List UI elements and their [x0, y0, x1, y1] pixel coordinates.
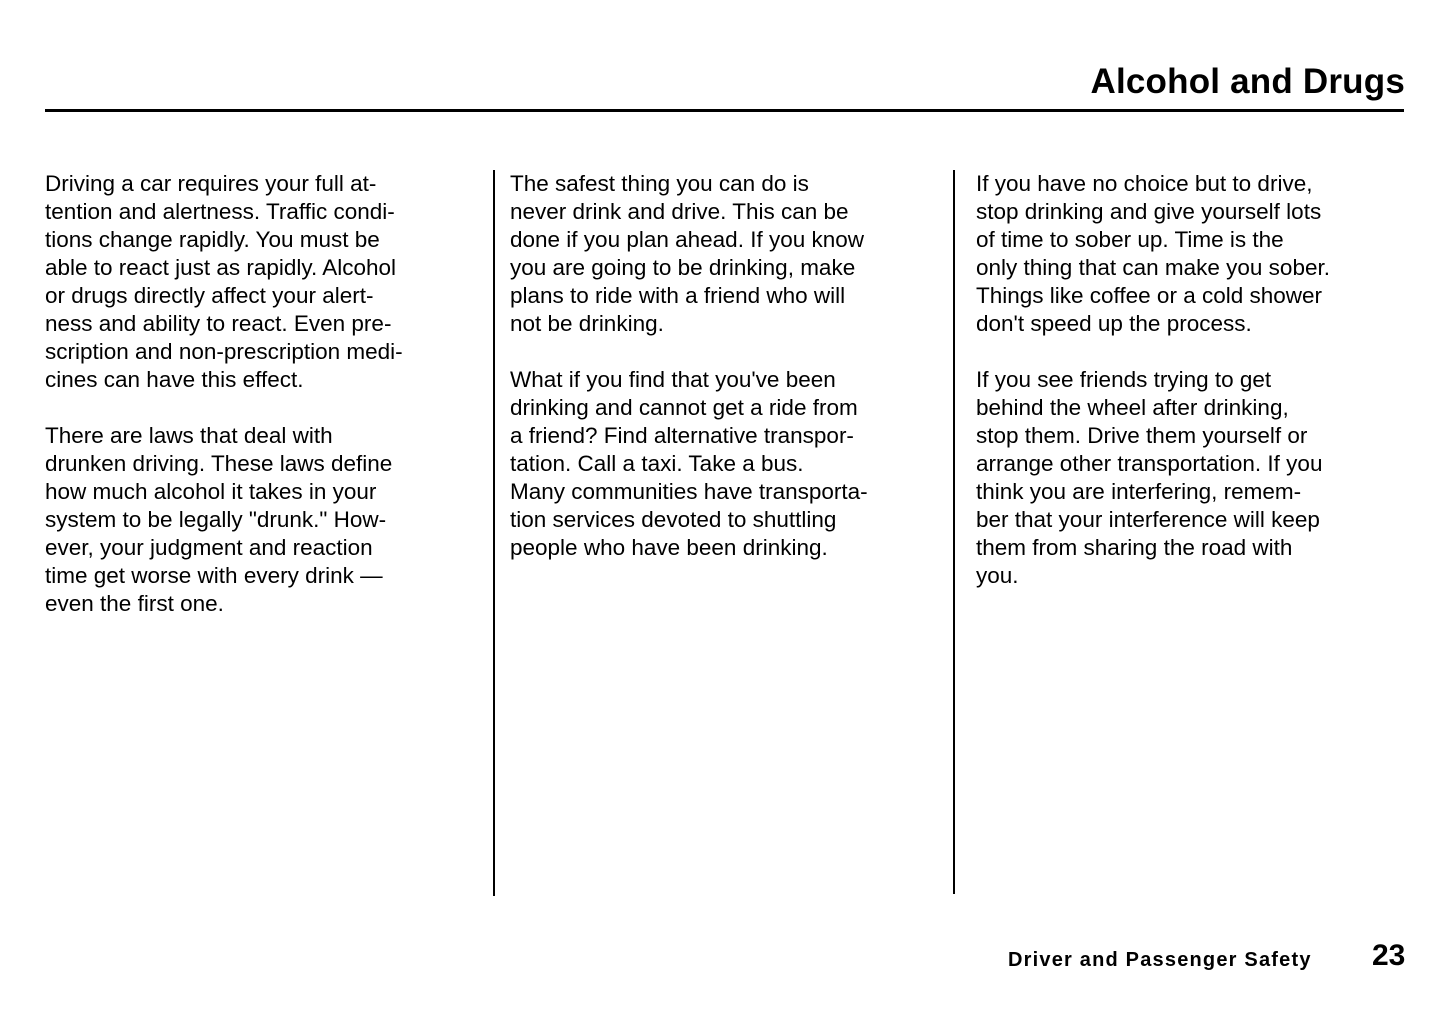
column-3	[976, 170, 1416, 618]
column-divider	[953, 170, 955, 894]
text-line: Many communities have transporta-	[510, 479, 868, 504]
text-line: system to be legally "drunk." How-	[45, 507, 387, 532]
text-line: done if you plan ahead. If you know	[510, 227, 865, 252]
text-line: If you have no choice but to drive,	[976, 171, 1313, 196]
paragraph	[976, 170, 1416, 338]
text-line: them from sharing the road with	[976, 535, 1293, 560]
text-line: scription and non-prescription medi-	[45, 339, 403, 364]
text-line: only thing that can make you sober.	[976, 255, 1330, 280]
text-line: tation. Call a taxi. Take a bus.	[510, 451, 804, 476]
footer-section-title: Driver and Passenger Safety	[1008, 949, 1312, 971]
text-line: Driving a car requires your full at-	[45, 171, 377, 196]
text-line: ness and ability to react. Even pre-	[45, 311, 392, 336]
text-line: stop drinking and give yourself lots	[976, 199, 1322, 224]
text-line: The safest thing you can do is	[510, 171, 809, 196]
text-line: ber that your interference will keep	[976, 507, 1320, 532]
text-line: able to react just as rapidly. Alcohol	[45, 255, 397, 280]
text-line: behind the wheel after drinking,	[976, 395, 1289, 420]
paragraph	[976, 366, 1416, 590]
text-line: What if you find that you've been	[510, 367, 836, 392]
text-line: don't speed up the process.	[976, 311, 1252, 336]
text-line: There are laws that deal with	[45, 423, 333, 448]
text-line: tions change rapidly. You must be	[45, 227, 380, 252]
text-line: people who have been drinking.	[510, 535, 828, 560]
title-rule	[45, 109, 1404, 112]
text-line: even the first one.	[45, 591, 224, 616]
text-line: drunken driving. These laws define	[45, 451, 393, 476]
text-line: cines can have this effect.	[45, 367, 304, 392]
column-divider	[493, 170, 495, 896]
paragraph	[510, 170, 940, 338]
text-line: you are going to be drinking, make	[510, 255, 856, 280]
paragraph	[510, 366, 940, 562]
text-line: stop them. Drive them yourself or	[976, 423, 1308, 448]
text-line: think you are interfering, remem-	[976, 479, 1302, 504]
text-line: ever, your judgment and reaction	[45, 535, 373, 560]
text-line: plans to ride with a friend who will	[510, 283, 846, 308]
text-line: tion services devoted to shuttling	[510, 507, 837, 532]
text-line: or drugs directly affect your alert-	[45, 283, 374, 308]
text-line: arrange other transportation. If you	[976, 451, 1323, 476]
page-number: 23	[1372, 939, 1406, 972]
text-line: Things like coffee or a cold shower	[976, 283, 1323, 308]
text-line: not be drinking.	[510, 311, 664, 336]
text-line: never drink and drive. This can be	[510, 199, 849, 224]
text-line: how much alcohol it takes in your	[45, 479, 377, 504]
text-line: drinking and cannot get a ride from	[510, 395, 858, 420]
text-line: of time to sober up. Time is the	[976, 227, 1284, 252]
text-line: If you see friends trying to get	[976, 367, 1272, 392]
column-2	[510, 170, 940, 590]
paragraph	[45, 422, 475, 618]
text-line: tention and alertness. Traffic condi-	[45, 199, 395, 224]
text-line: time get worse with every drink —	[45, 563, 383, 588]
text-line: a friend? Find alternative transpor-	[510, 423, 854, 448]
paragraph	[45, 170, 475, 394]
text-line: you.	[976, 563, 1019, 588]
page-title: Alcohol and Drugs	[1090, 62, 1405, 101]
column-1	[45, 170, 475, 646]
